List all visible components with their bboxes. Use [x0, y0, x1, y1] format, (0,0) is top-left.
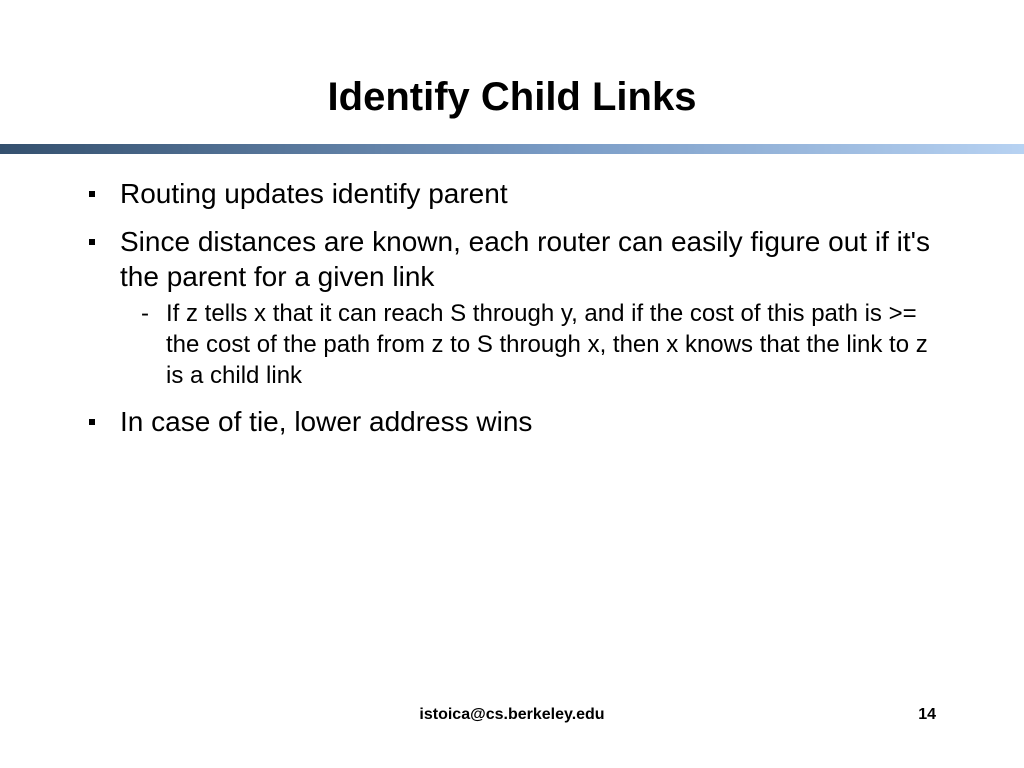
- bullet-item: [86, 224, 966, 391]
- square-bullet-icon: [89, 419, 95, 425]
- bullet-item: [86, 176, 966, 211]
- square-bullet-icon: [89, 239, 95, 245]
- sub-bullet-item: [120, 298, 936, 391]
- bullet-item: [86, 404, 966, 439]
- sub-bullet-list: [120, 298, 966, 391]
- dash-bullet-marker: -: [141, 300, 149, 327]
- bullet-text: Since distances are known, each router can easily figure out if it's the parent for a given link: [120, 226, 930, 292]
- bullet-text: Routing updates identify parent: [120, 178, 508, 209]
- bullet-list: [86, 176, 966, 452]
- bullet-text: In case of tie, lower address wins: [120, 406, 533, 437]
- page-number: 14: [918, 706, 936, 723]
- sub-bullet-text: If z tells x that it can reach S through y, and if the cost of this path is >= the cost of the path from z to S through x, then x knows that the link to z is a child link: [166, 300, 928, 389]
- slide-title: Identify Child Links: [327, 75, 697, 119]
- square-bullet-icon: [89, 191, 95, 197]
- title-rule: [0, 144, 1024, 154]
- footer-email: istoica@cs.berkeley.edu: [419, 706, 605, 723]
